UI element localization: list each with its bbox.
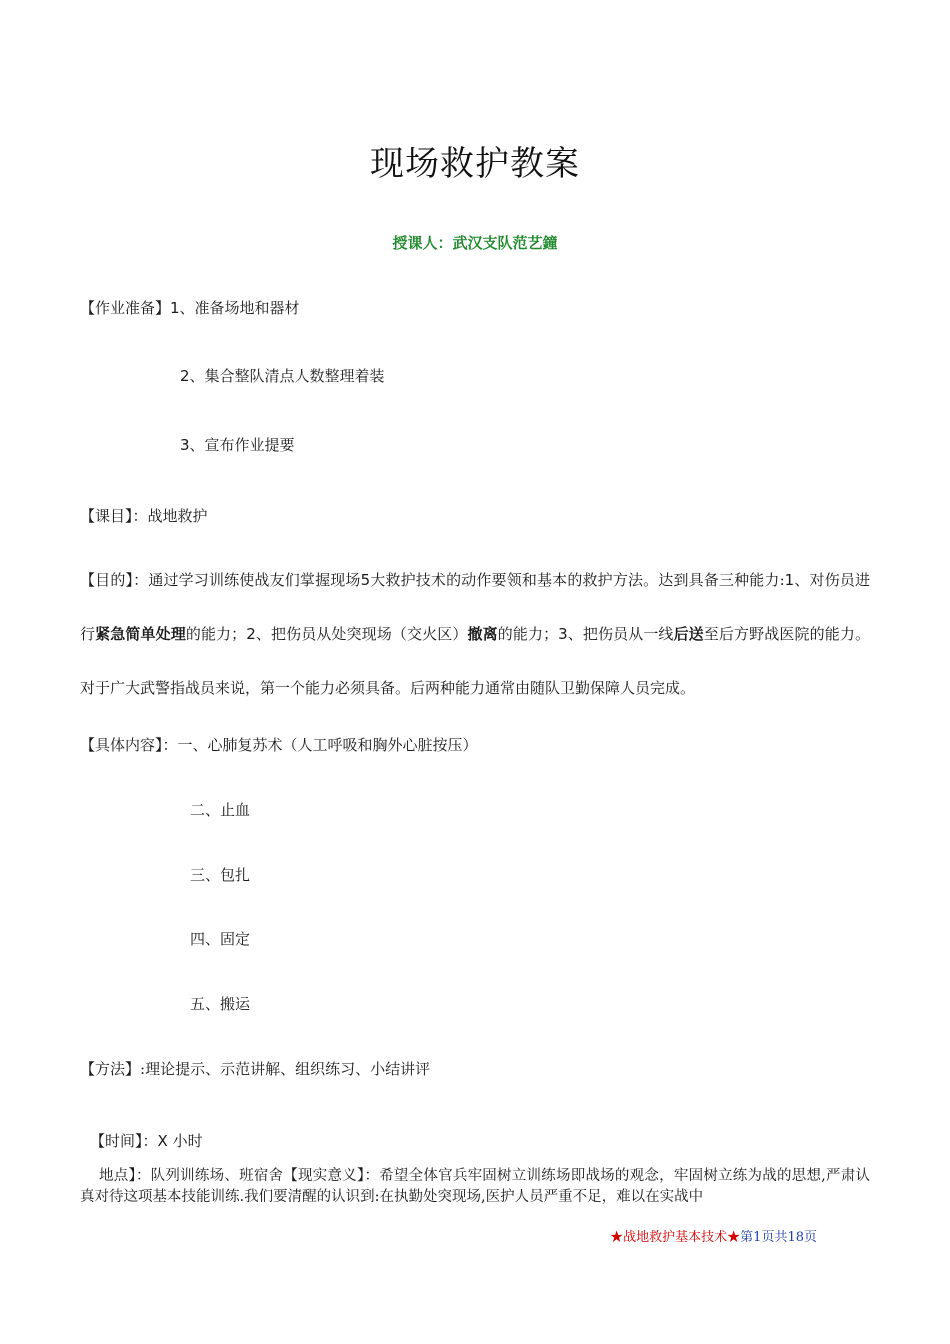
- purpose-n1: 1、: [784, 571, 810, 589]
- place-paragraph: 地点】：队列训练场、班宿舍【现实意义】：希望全体官兵牢固树立训练场即战场的观念，牢固树立练为战的思想,严肃认真对待这项基本技能训练.我们要清醒的认识到:在执勤处突现场,医护人员严重不足，难以在实战中: [80, 1168, 870, 1205]
- content-item-4-text: 四、固定: [190, 930, 251, 948]
- purpose-bold-2: 撤离: [467, 625, 498, 643]
- content-item-1: [80, 735, 478, 755]
- purpose-n3: 3、: [558, 625, 583, 643]
- page-footer: [610, 1226, 817, 1245]
- time-unit: 小时: [172, 1132, 203, 1150]
- content-item-5: [190, 994, 250, 1014]
- content-item-2: [190, 800, 250, 820]
- subject-label: 【课目】：: [80, 507, 148, 525]
- prep-item-2: [180, 366, 385, 386]
- time-value-x: X: [157, 1132, 168, 1150]
- method-value: :理论提示、示范讲解、组织练习、小结讲评: [140, 1060, 431, 1078]
- purpose-text-1: 通过学习训练使战友们掌握现场: [148, 571, 361, 589]
- content-item-1-text: 一、心肺复苏术（人工呼吸和胸外心脏按压）: [177, 736, 478, 754]
- purpose-label: 【目的】：: [80, 571, 149, 589]
- purpose-text-3: 对伤员进行: [80, 571, 870, 643]
- purpose-text-6: 的能力；: [497, 625, 559, 643]
- prep-item-1: [80, 298, 300, 318]
- content-item-2-text: 二、止血: [190, 801, 251, 819]
- method-line: [80, 1059, 430, 1079]
- footer-label: 战地救护基本技术: [623, 1230, 728, 1245]
- purpose-text-4: 的能力；: [185, 625, 247, 643]
- footer-star-left: ★: [610, 1230, 624, 1245]
- purpose-text-5: 把伤员从处突现场（交火区）: [270, 625, 468, 643]
- purpose-bold-1: 紧急简单处理: [95, 625, 186, 643]
- purpose-n2: 2、: [246, 625, 271, 643]
- purpose-text-2: 大救护技术的动作要领和基本的救护方法。达到具备三种能力:: [370, 571, 785, 589]
- page-title: 现场救护教案: [370, 144, 580, 184]
- purpose-text-8: 至后方野战医院的能力。对于广大武警指战员来说，第一个能力必须具备。后两种能力通常由随队卫勤保障人员完成。: [80, 625, 870, 697]
- content-label: 【具体内容】：: [80, 736, 178, 754]
- prep-label: 【作业准备】: [80, 299, 171, 317]
- content-item-4: [190, 929, 250, 949]
- purpose-num: 5: [360, 571, 371, 589]
- purpose-text-7: 把伤员从一线: [582, 625, 674, 643]
- prep-item-3: [180, 435, 295, 455]
- content-item-3-text: 三、包扎: [190, 866, 251, 884]
- purpose-bold-3: 后送: [673, 625, 704, 643]
- time-label: 【时间】：: [90, 1132, 158, 1150]
- content-item-5-text: 五、搬运: [190, 995, 251, 1013]
- purpose-paragraph: [80, 553, 870, 715]
- content-item-3: [190, 865, 250, 885]
- prep-item-2-text: 2、集合整队清点人数整理着装: [180, 367, 385, 385]
- footer-star-right: ★: [727, 1230, 741, 1245]
- method-label: 【方法】: [80, 1060, 141, 1078]
- prep-item-3-text: 3、宣布作业提要: [180, 436, 295, 454]
- time-line: [90, 1131, 203, 1151]
- footer-page-number: 第1页共18页: [740, 1230, 817, 1245]
- author-line: 授课人：武汉支队范艺鐘: [392, 234, 558, 252]
- prep-item-1-text: 1、准备场地和器材: [170, 299, 300, 317]
- subject-value: 战地救护: [147, 507, 208, 525]
- subject-line: [80, 506, 208, 526]
